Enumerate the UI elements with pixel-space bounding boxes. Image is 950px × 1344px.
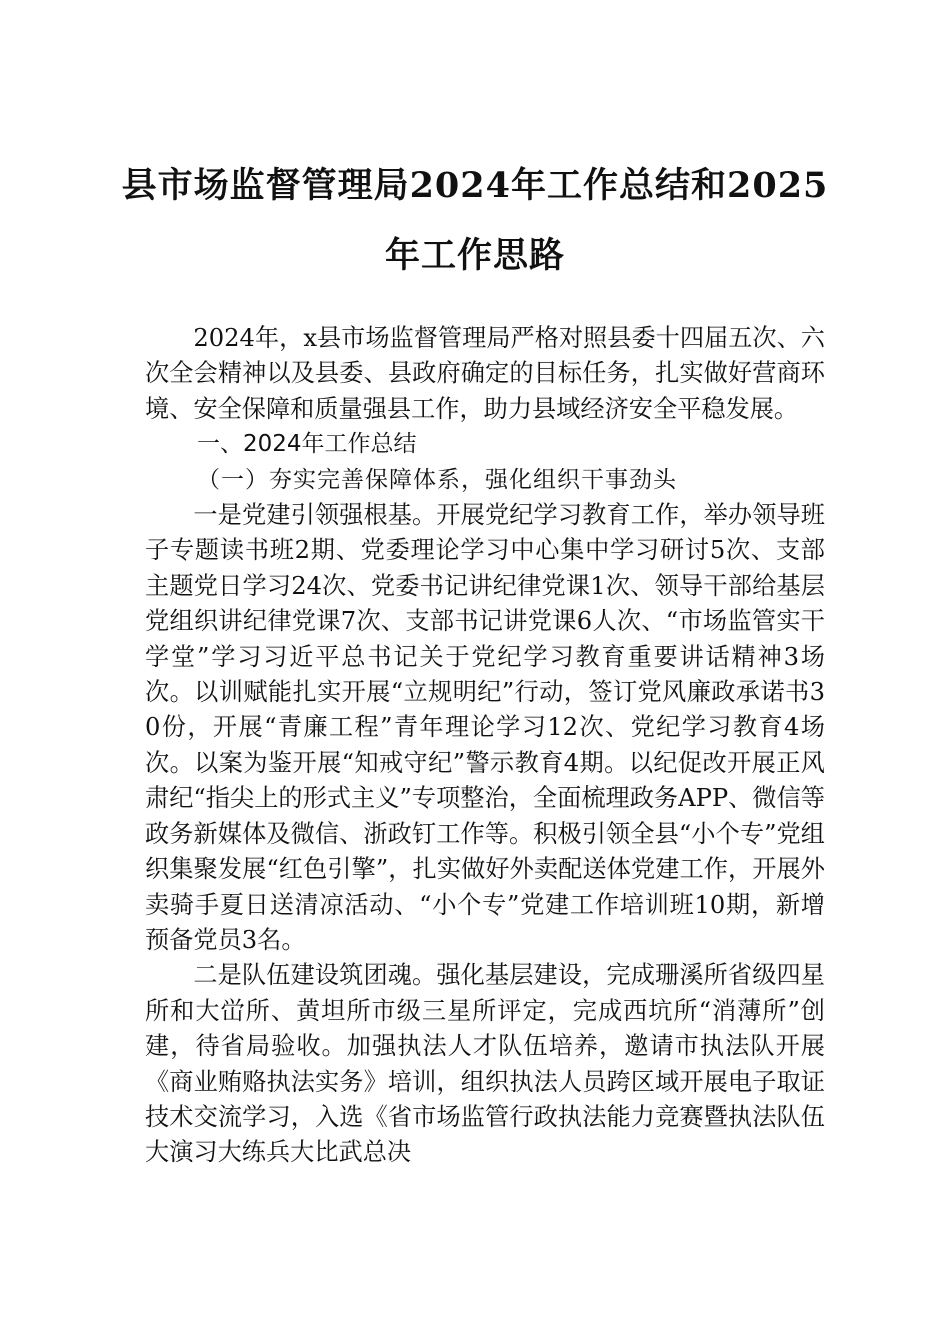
subsection-heading: （一）夯实完善保障体系，强化组织干事劲头 <box>197 466 677 493</box>
body-paragraph-team-building: 二是队伍建设筑团魂。强化基层建设，完成珊溪所省级四星所和大峃所、黄坦所市级三星所评定，完成西坑所“消薄所”创建，待省局验收。加强执法人才队伍培养，邀请市执法队开展《商业贿赂执法实务》培训，组织执法人员跨区域开展电子取证技术交流学习，入选《省市场监管行政执法能力竞赛暨执法队伍大演习大练兵大比武总决 <box>145 961 825 1167</box>
section-heading: 一、2024年工作总结 <box>197 431 417 458</box>
intro-paragraph: 2024年，x县市场监督管理局严格对照县委十四届五次、六次全会精神以及县委、县政府确定的目标任务，扎实做好营商环境、安全保障和质量强县工作，助力县域经济安全平稳发展。 <box>145 324 825 423</box>
document-title-line-2: 年工作思路 <box>384 235 565 276</box>
document-body <box>145 321 825 1171</box>
body-paragraph-party-building: 一是党建引领强根基。开展党纪学习教育工作，举办领导班子专题读书班2期、党委理论学习中心集中学习研讨5次、支部主题党日学习24次、党委书记讲纪律党课1次、领导干部给基层党组织讲纪律党课7次、支部书记讲党课6人次、“市场监管实干学堂”学习习近平总书记关于党纪学习教育重要讲话精神3场次。以训赋能扎实开展“立规明纪”行动，签订党风廉政承诺书30份，开展“青廉工程”青年理论学习12次、党纪学习教育4场次。以案为鉴开展“知戒守纪”警示教育4期。以纪促改开展正风肃纪“指尖上的形式主义”专项整治，全面梳理政务APP、微信等政务新媒体及微信、浙政钉工作等。积极引领全县“小个专”党组织集聚发展“红色引擎”，扎实做好外卖配送体党建工作，开展外卖骑手夏日送清凉活动、“小个专”党建工作培训班10期，新增预备党员3名。 <box>145 501 825 954</box>
document-title-line-1: 县市场监督管理局2024年工作总结和2025 <box>121 165 829 206</box>
